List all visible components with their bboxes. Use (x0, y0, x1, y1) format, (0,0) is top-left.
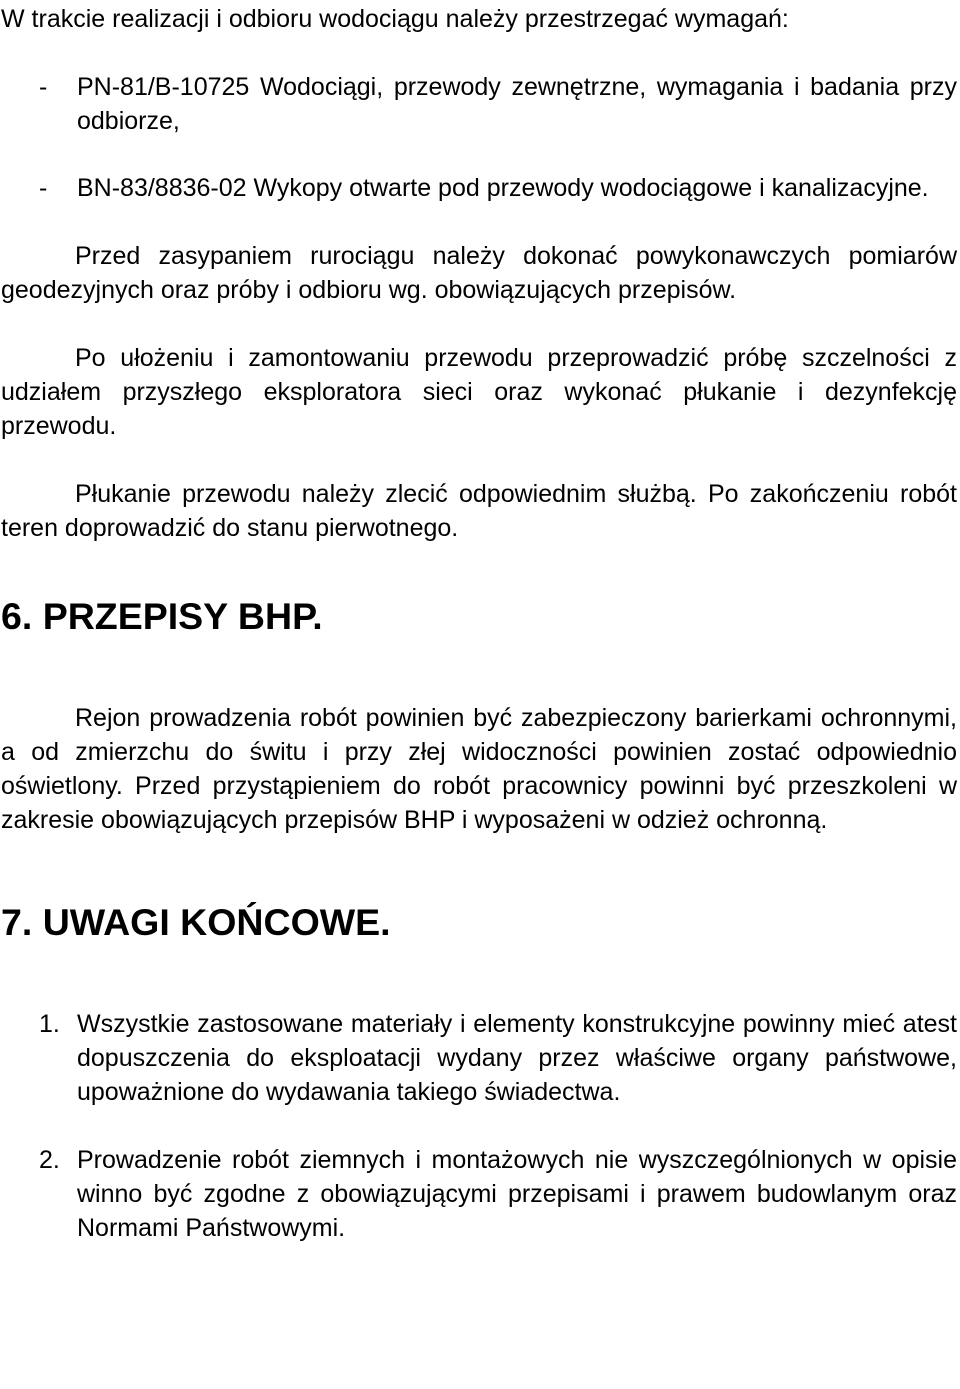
dash-marker: - (39, 174, 48, 202)
final-note-item (1, 1143, 957, 1245)
survey-paragraph: Przed zasypaniem rurociągu należy dokonać powykonawczych pomiarów geodezyjnych oraz próby i odbioru wg. obowiązujących przepisów. (1, 242, 957, 304)
final-note-text: Wszystkie zastosowane materiały i elementy konstrukcyjne powinny mieć atest dopuszczenia do eksploatacji wydany przez właściwe organy państwowe, upoważnione do wydawania takiego świadectwa. (77, 1010, 957, 1106)
intro-paragraph: W trakcie realizacji i odbioru wodociągu należy przestrzegać wymagań: (1, 5, 789, 33)
flushing-paragraph: Płukanie przewodu należy zlecić odpowiednim służbą. Po zakończeniu robót teren doprowadzić do stanu pierwotnego. (1, 480, 957, 542)
requirements-list (1, 70, 957, 205)
requirement-item (1, 70, 957, 138)
number-marker: 2. (39, 1146, 60, 1174)
pressure-test-paragraph: Po ułożeniu i zamontowaniu przewodu przeprowadzić próbę szczelności z udziałem przyszłego eksploratora sieci oraz wykonać płukanie i dezynfekcję przewodu. (1, 344, 957, 440)
requirement-item (1, 171, 957, 205)
final-note-item (1, 1007, 957, 1109)
requirement-text: BN-83/8836-02 Wykopy otwarte pod przewody wodociągowe i kanalizacyjne. (77, 174, 929, 202)
section-6-paragraph: Rejon prowadzenia robót powinien być zabezpieczony barierkami ochronnymi, a od zmierzchu do świtu i przy złej widoczności powinien zostać odpowiednio oświetlony. Przed przystąpieniem do robót pracownicy powinni być przeszkoleni w zakresie obowiązujących przepisów BHP i wyposażeni w odzież ochronną. (1, 704, 957, 834)
final-notes-list (1, 1007, 957, 1245)
number-marker: 1. (39, 1010, 60, 1038)
section-6-heading: 6. PRZEPISY BHP. (1, 595, 323, 637)
dash-marker: - (39, 73, 48, 101)
final-note-text: Prowadzenie robót ziemnych i montażowych nie wyszczególnionych w opisie winno być zgodne z obowiązującymi przepisami i prawem budowlanym oraz Normami Państwowymi. (77, 1146, 957, 1242)
section-7-heading: 7. UWAGI KOŃCOWE. (1, 901, 391, 943)
requirement-text: PN-81/B-10725 Wodociągi, przewody zewnętrzne, wymagania i badania przy odbiorze, (77, 73, 957, 135)
